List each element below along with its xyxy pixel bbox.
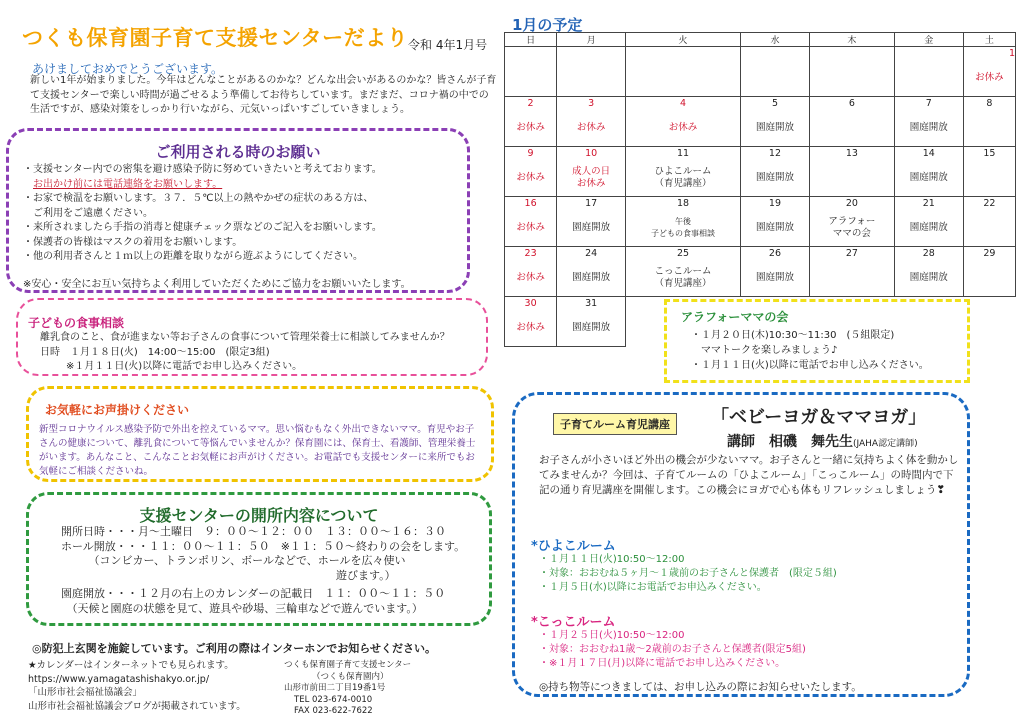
day-event-line: お休み [516, 122, 545, 133]
day-number: 18 [677, 198, 690, 209]
day-event-line: 園庭開放 [572, 272, 611, 283]
hours-line: 開所日時・・・月～土曜日 ９：００～１２：００ １３：００～１６：３０ [61, 525, 446, 538]
day-number: 1 [1008, 48, 1015, 59]
day-event [895, 160, 963, 196]
calendar-day [740, 97, 809, 147]
day-number: 14 [922, 148, 935, 159]
calendar-header-row [505, 33, 1016, 47]
day-number [557, 47, 625, 60]
arafo-box [664, 299, 970, 383]
request-item: ・支援センター内での密集を避け感染予防に努めていきたいと考えております。 [23, 164, 382, 175]
day-event [964, 60, 1015, 96]
hours-line: 遊びます。） [61, 568, 396, 582]
day-event [810, 160, 894, 196]
hiyoko-details [539, 553, 837, 595]
day-event-line: ひよこルーム [654, 166, 712, 177]
footer-line: （つくも保育園内） [312, 671, 389, 682]
calendar-day [557, 197, 626, 247]
hours-body [61, 525, 465, 616]
calendar-day [740, 247, 809, 297]
day-event [964, 160, 1015, 196]
calendar-day [894, 247, 963, 297]
greeting-body: 新しい1年が始まりました。今年はどんなことがあるのかな？どんな出会いがあるのかな？皆さんが子育て支援センターで楽しい時間が過ごせるよう準備してお待ちしています。まだまだ、コロナ禍の中での生活ですが、感染対策をしっかり行いながら、元気いっぱいすごしていきましょう。 [30, 75, 497, 115]
request-item: ・来所されましたら手指の消毒と健康チェック票などのご記入をお願いします。 [23, 222, 382, 233]
day-event-line: 園庭開放 [909, 222, 948, 233]
calendar-day [626, 147, 741, 197]
food-consult-line: 日時 １月１８日(火) 14:00～15:00 (限定3組) [40, 346, 270, 358]
day-number: 24 [585, 248, 598, 259]
footer-line: 山形市前田二丁目19番1号 [284, 683, 386, 693]
calendar-week [505, 47, 1016, 97]
day-event-line: お休み [975, 72, 1004, 83]
food-consult-line: 離乳食のこと、食が進まない等お子さんの食事について管理栄養士に相談してみませんか？ [40, 332, 450, 343]
day-event [505, 160, 556, 196]
calendar-day [894, 47, 963, 97]
day-event-line: こっこルーム [654, 266, 712, 277]
day-event-line: （育児講座） [654, 178, 712, 189]
hiyoko-title: *ひよこルーム [531, 539, 616, 554]
footer-contact [284, 660, 411, 718]
footer-line: ★カレンダーはインターネットでも見られます。 [28, 660, 234, 671]
calendar-day [809, 97, 894, 147]
day-number: 28 [922, 248, 935, 259]
weekday-header: 水 [740, 33, 809, 47]
calendar-day [963, 247, 1015, 297]
day-event-line: お休み [516, 322, 545, 333]
day-event-line: 成人の日 [572, 166, 611, 177]
day-event [810, 60, 894, 96]
footer-line: つくも保育園子育て支援センター [284, 660, 412, 670]
arafo-line: ・１月２０日(木)10:30～11:30 (５組限定) [691, 330, 895, 341]
hours-line: 園庭開放・・・１２月の右上のカレンダーの記載日 １１：００～１１：５０ [61, 587, 446, 600]
day-number: 20 [845, 198, 858, 209]
calendar-day [809, 47, 894, 97]
calendar-day [505, 197, 557, 247]
calendar-day [557, 147, 626, 197]
yoga-tag: 子育てルーム育児講座 [553, 413, 677, 435]
day-event [505, 210, 556, 246]
day-event [505, 310, 556, 346]
calendar-day [557, 247, 626, 297]
calendar-empty [963, 297, 1015, 347]
calendar-day [809, 147, 894, 197]
weekday-header: 日 [505, 33, 557, 47]
calendar-day [505, 97, 557, 147]
hours-line: （コンビカー、トランポリン、ボールなどで、ホールを広々使い [61, 554, 406, 567]
calendar-week [505, 197, 1016, 247]
day-number: 29 [983, 248, 996, 259]
day-event-line: お休み [576, 178, 606, 189]
calendar-day [809, 197, 894, 247]
calendar-day [740, 147, 809, 197]
calendar-day [557, 47, 626, 97]
day-number [741, 47, 809, 60]
greeting-heading: あけましておめでとうございます。 [32, 62, 224, 76]
food-consult-title: 子どもの食事相談 [28, 316, 125, 330]
hiyoko-line: ・１月１１日(火)10:50～12:00 [539, 554, 685, 565]
request-item-call-ahead: お出かけ前には電話連絡をお願いします。 [33, 178, 223, 190]
day-number: 4 [680, 98, 687, 109]
day-event-line: 園庭開放 [572, 322, 611, 333]
day-event [741, 160, 809, 196]
hours-title: 支援センターの開所内容について [139, 506, 379, 525]
yoga-intro: お子さんが小さいほど外出の機会が少ないママ。お子さんと一緒に気持ちよく体を動かしてみませんか？今回は、子育てルームの「ひよこルーム」「こっこルーム」の時間内で下記の通り育児講座を開催します。この機会にヨガで心も体もリフレッシュしましょう❣ [539, 454, 959, 496]
day-event-line: お休み [516, 172, 545, 183]
yoga-box [512, 392, 970, 697]
day-event [895, 60, 963, 96]
arafo-body [691, 328, 929, 373]
footer-line: 山形市社会福祉協議会ブログが掲載されています。 [28, 700, 246, 712]
day-event [810, 210, 894, 246]
day-event [557, 160, 625, 196]
day-number: 15 [983, 148, 996, 159]
day-number: 13 [845, 148, 858, 159]
day-number: 25 [677, 248, 690, 259]
arafo-line: ママトークを楽しみましょう♪ [691, 345, 838, 356]
calendar-week [505, 97, 1016, 147]
security-notice: ◎防犯上玄関を施錠しています。ご利用の際はインターホンでお知らせください。 [32, 642, 436, 655]
day-event-line: 園庭開放 [909, 272, 948, 283]
weekday-header: 火 [626, 33, 741, 47]
kokko-details [539, 629, 806, 671]
day-event [505, 260, 556, 296]
day-number: 5 [771, 98, 778, 109]
day-event-line: 園庭開放 [755, 172, 794, 183]
day-number: 31 [585, 298, 598, 309]
day-number: 11 [677, 148, 690, 159]
day-number: 2 [527, 98, 534, 109]
calendar-day [894, 97, 963, 147]
calendar-day [505, 47, 557, 97]
day-number: 17 [585, 198, 598, 209]
day-event-line: 園庭開放 [909, 172, 948, 183]
food-consult-body [40, 331, 450, 375]
calendar-week [505, 247, 1016, 297]
calendar-day [626, 247, 741, 297]
call-title: お気軽にお声掛けください [45, 403, 190, 417]
arafo-line: ・１月１１日(火)以降に電話でお申し込みください。 [691, 360, 929, 371]
day-number: 26 [768, 248, 781, 259]
call-box [26, 386, 494, 482]
hiyoko-line: ・１月５日(水)以降にお電話でお申込みください。 [539, 582, 767, 593]
requests-list [23, 163, 463, 265]
day-event [557, 260, 625, 296]
calendar-day [894, 147, 963, 197]
footer-url[interactable]: https://www.yamagatashishakyo.or.jp/ [28, 673, 210, 685]
calendar-day [963, 197, 1015, 247]
day-number: 23 [524, 248, 537, 259]
day-number [505, 47, 556, 60]
day-event [505, 110, 556, 146]
day-event-line: お休み [516, 272, 545, 283]
day-event [895, 260, 963, 296]
day-number: 12 [768, 148, 781, 159]
requests-title: ご利用される時のお願い [155, 143, 321, 161]
footer-line: TEL 023-674-0010 [294, 694, 373, 705]
kokko-line: ・※１月１７日(月)以降に電話でお申し込みください。 [539, 658, 786, 669]
calendar-day [505, 247, 557, 297]
day-number [810, 47, 894, 60]
calendar-day [557, 97, 626, 147]
day-event [741, 210, 809, 246]
day-event [626, 160, 740, 196]
yoga-teacher-name: 講師 相磯 舞先生 [727, 434, 853, 450]
day-event [810, 260, 894, 296]
day-event-line: ママの会 [832, 228, 871, 239]
day-event [557, 310, 625, 346]
day-event-line: 園庭開放 [909, 122, 948, 133]
yoga-teacher-note: (JAHA認定講師) [853, 439, 918, 449]
calendar-day [505, 147, 557, 197]
calendar-day [809, 247, 894, 297]
day-event [810, 110, 894, 146]
yoga-teacher [727, 431, 918, 451]
day-event-line: 午後 [675, 217, 692, 226]
kokko-title: *こっこルーム [531, 615, 616, 630]
calendar-week [505, 147, 1016, 197]
request-item: ・保護者の皆様はマスクの着用をお願いします。 [23, 236, 243, 248]
day-number [895, 47, 963, 60]
day-event-line: 園庭開放 [755, 272, 794, 283]
day-event [895, 210, 963, 246]
footer-left [28, 659, 246, 713]
requests-box [6, 128, 470, 293]
day-event-line: 園庭開放 [572, 222, 611, 233]
day-number [626, 47, 740, 60]
day-event [895, 110, 963, 146]
hours-box [26, 492, 492, 626]
food-consult-box [16, 298, 488, 376]
day-event [557, 110, 625, 146]
hiyoko-line: ・対象：おおむね５ヶ月～１歳前のお子さんと保護者 (限定５組) [539, 568, 837, 579]
calendar-day [963, 147, 1015, 197]
day-event-line: お休み [668, 122, 698, 133]
issue-date: 令和 4年1月号 [408, 38, 488, 52]
day-number: 27 [845, 248, 858, 259]
request-item: ・他の利用者さんと１ｍ以上の距離を取りながら遊ぶようにしてください。 [23, 251, 363, 262]
day-event-line: アラフォー [828, 216, 876, 227]
day-event-line: （育児講座） [654, 278, 712, 289]
weekday-header: 土 [963, 33, 1015, 47]
day-event [557, 210, 625, 246]
footer-line: FAX 023-622-7622 [294, 706, 373, 716]
calendar-day [894, 197, 963, 247]
day-event-line: お休み [576, 122, 606, 133]
calendar-day [963, 47, 1015, 97]
day-number: 9 [527, 148, 534, 159]
calendar-day [626, 97, 741, 147]
weekday-header: 金 [894, 33, 963, 47]
calendar-day [963, 97, 1015, 147]
day-number: 10 [585, 148, 598, 159]
day-number: 30 [524, 298, 537, 309]
weekday-header: 月 [557, 33, 626, 47]
yoga-title: 「ベビーヨガ＆ママヨガ」 [711, 407, 927, 428]
day-number: 6 [848, 98, 855, 109]
day-number: 3 [588, 98, 595, 109]
day-event [964, 260, 1015, 296]
call-body: 新型コロナウイルス感染予防で外出を控えているママ。思い悩むもなく外出できないママ。育児やお子さんの健康について、離乳食について等悩んでいませんか？保育園には、保育士、看護師、管理栄養士がいます。あんなこと、こんなことお気軽にお声がけください。お電話でも支援センターに来所でもお気軽にご相談くださいね。 [39, 424, 476, 477]
calendar-day [626, 47, 741, 97]
weekday-header: 木 [809, 33, 894, 47]
day-number: 7 [925, 98, 932, 109]
calendar-day [505, 297, 557, 347]
kokko-line: ・対象：おおむね1歳～2歳前のお子さんと保護者(限定5組) [539, 644, 806, 655]
day-event [626, 110, 740, 146]
day-event [741, 260, 809, 296]
yoga-bring-notice: ◎持ち物等につきましては、お申し込みの際にお知らせいたします。 [539, 681, 862, 693]
day-event-line: お休み [516, 222, 545, 233]
food-consult-line: ※１月１１日(火)以降に電話でお申し込みください。 [66, 361, 303, 372]
day-event [964, 210, 1015, 246]
calendar-day [740, 197, 809, 247]
request-item: ・お家で検温をお願いします。３７．５℃以上の熱やかぜの症状のある方は、 [23, 193, 374, 204]
day-event-line: 園庭開放 [755, 122, 794, 133]
day-event [557, 60, 625, 96]
day-event [626, 260, 740, 296]
day-event [741, 110, 809, 146]
day-number: 16 [524, 198, 537, 209]
hours-line: ホール開放・・・１１：００～１１：５０ ※１１：５０～終わりの会をします。 [61, 539, 466, 553]
kokko-line: ・１月２５日(火)10:50～12:00 [539, 630, 685, 641]
day-number: 8 [986, 98, 993, 109]
day-event [964, 110, 1015, 146]
day-number: 21 [922, 198, 935, 209]
calendar-day [740, 47, 809, 97]
newsletter-title: つくも保育園子育て支援センターだより [22, 26, 409, 50]
calendar-day [557, 297, 626, 347]
calendar-day [626, 197, 741, 247]
calendar-title: 1月の予定 [512, 16, 583, 34]
hours-line: （天候と園庭の状態を見て、遊具や砂場、三輪車などで遊んでいます。） [61, 601, 423, 615]
day-event [741, 60, 809, 96]
day-event [626, 60, 740, 96]
day-event [626, 210, 740, 246]
requests-note: ※安心・安全にお互い気持ちよく利用していただくためにご協力をお願いいたします。 [23, 279, 411, 290]
day-event-line: 園庭開放 [755, 222, 794, 233]
request-item: ご利用をご遠慮ください。 [23, 207, 153, 219]
day-event [505, 60, 556, 96]
day-event-line: 子どもの食事相談 [651, 229, 716, 238]
day-number: 19 [768, 198, 781, 209]
arafo-title: アラフォーママの会 [681, 310, 789, 324]
footer-line: 「山形市社会福祉協議会」 [28, 687, 143, 698]
day-number: 22 [983, 198, 996, 209]
